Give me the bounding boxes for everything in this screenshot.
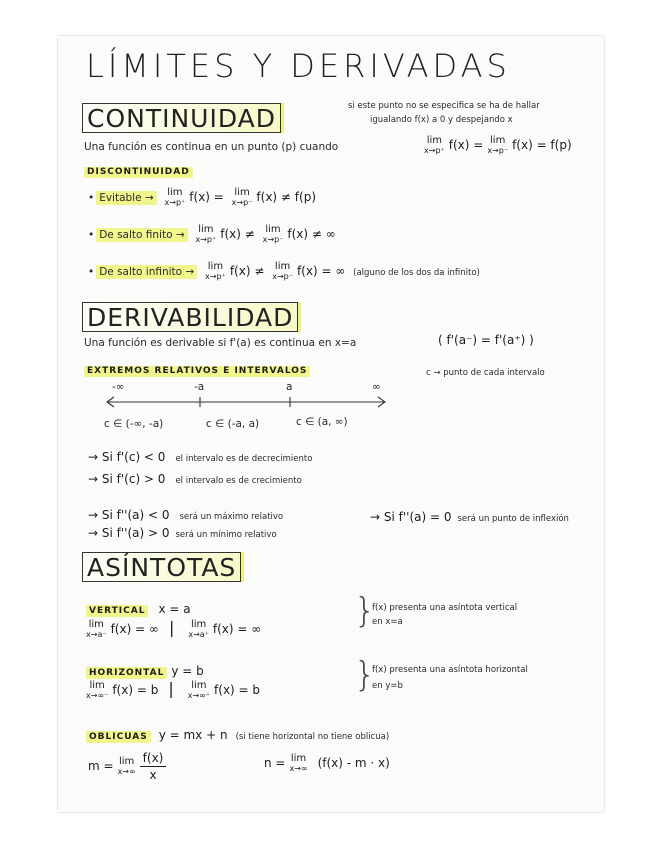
extremos-label: EXTREMOS RELATIVOS E INTERVALOS — [84, 366, 310, 377]
horizontal-header — [86, 662, 204, 678]
vertical-note-2: en x=a — [372, 617, 403, 627]
n-expression: (f(x) - m · x) — [317, 756, 390, 770]
continuidad-side-note-2: igualando f(x) a 0 y despejando x — [370, 115, 513, 125]
derivabilidad-definition: Una función es derivable si f'(a) es continua en x=a — [84, 337, 357, 349]
condition-left-expression: f(x) = — [448, 138, 484, 152]
oblicuas-n-formula: n = lim x→∞ (f(x) - m · x) — [264, 753, 390, 773]
continuidad-heading: CONTINUIDAD — [82, 103, 281, 133]
oblicuas-m-formula: m = lim x→∞ $\frac{f(x)}{x}$ — [88, 752, 166, 781]
vertical-header — [86, 600, 191, 616]
interval-3: c ∈ (a, ∞) — [296, 416, 348, 428]
oblicuas-label: OBLICUAS — [86, 731, 151, 743]
horizontal-equation: y = b — [171, 664, 204, 678]
horizontal-label: HORIZONTAL — [86, 667, 167, 679]
axis-label-a: a — [286, 381, 293, 393]
continuidad-side-note-1: si este punto no se especifica se ha de hallar — [348, 101, 540, 111]
interval-2: c ∈ (-a, a) — [206, 418, 260, 430]
vertical-equation: x = a — [158, 602, 191, 616]
rule-maximo: → Si f''(a) < 0 será un máximo relativo — [88, 508, 284, 522]
salto-infinito-note: (alguno de los dos da infinito) — [353, 268, 480, 278]
vertical-limits: lim x→a⁻ f(x) = ∞ | lim x→a⁺ f(x) = ∞ — [86, 618, 262, 639]
rule-decrecimiento: → Si f'(c) < 0 el intervalo es de decrecimiento — [88, 450, 313, 464]
salto-finito-label: De salto finito → — [96, 228, 187, 242]
limit-left: lim x→p⁺ — [424, 135, 445, 155]
discontinuidad-evitable: • Evitable → lim x→p⁺ f(x) = lim x→p⁻ f(x) ≠ f(p) — [88, 187, 316, 207]
horizontal-limits: lim x→∞⁻ f(x) = b | lim x→∞⁺ f(x) = b — [86, 679, 261, 700]
continuidad-definition: Una función es continua en un punto (p) cuando — [84, 141, 339, 153]
rule-crecimiento: → Si f'(c) > 0 el intervalo es de crecimiento — [88, 472, 302, 486]
m-fraction: $\frac{f(x)}{x}$ — [140, 752, 167, 781]
interval-1: c ∈ (-∞, -a) — [104, 418, 164, 430]
page-title: LÍMITES Y DERIVADAS — [86, 47, 511, 85]
horizontal-note-2: en y=b — [372, 681, 403, 691]
axis-label-neg-a: -a — [194, 381, 205, 393]
rule-minimo: → Si f''(a) > 0 será un mínimo relativo — [88, 526, 277, 540]
discontinuidad-label: DISCONTINUIDAD — [84, 167, 193, 178]
vertical-brace: } — [354, 591, 376, 631]
evitable-label: Evitable → — [96, 191, 157, 205]
discontinuidad-salto-infinito: • De salto infinito → lim x→p⁺ f(x) ≠ lim x→p⁻ f(x) = ∞ (alguno de los dos da infinito) — [88, 261, 480, 281]
condition-right-expression: f(x) = f(p) — [512, 138, 572, 152]
horizontal-brace: } — [354, 655, 376, 695]
salto-infinito-label: De salto infinito → — [96, 265, 197, 279]
axis-label-inf: ∞ — [372, 381, 381, 393]
limit-right: lim x→p⁻ — [487, 135, 509, 155]
extremos-note: c → punto de cada intervalo — [426, 368, 545, 378]
discontinuidad-salto-finito: • De salto finito → lim x→p⁺ f(x) ≠ lim x→p⁻ f(x) ≠ ∞ — [88, 224, 336, 244]
derivabilidad-condition: ( f'(a⁻) = f'(a⁺) ) — [438, 333, 534, 347]
asintotas-heading: ASÍNTOTAS — [82, 552, 241, 582]
axis-label-neg-inf: -∞ — [112, 381, 125, 393]
n-label: n = — [264, 756, 286, 770]
oblicuas-note: (si tiene horizontal no tiene oblicua) — [235, 732, 390, 742]
derivabilidad-heading: DERIVABILIDAD — [82, 302, 298, 332]
oblicuas-equation: y = mx + n — [158, 728, 228, 742]
m-label: m = — [88, 759, 114, 773]
notes-sheet — [58, 36, 604, 812]
oblicuas-header — [86, 726, 389, 742]
horizontal-note-1: f(x) presenta una asíntota horizontal — [372, 665, 528, 675]
vertical-note-1: f(x) presenta una asíntota vertical — [372, 603, 518, 613]
rule-inflexion: → Si f''(a) = 0 será un punto de inflexión — [370, 510, 569, 524]
continuidad-condition — [420, 136, 572, 155]
number-line — [102, 392, 392, 412]
vertical-label: VERTICAL — [86, 605, 148, 617]
